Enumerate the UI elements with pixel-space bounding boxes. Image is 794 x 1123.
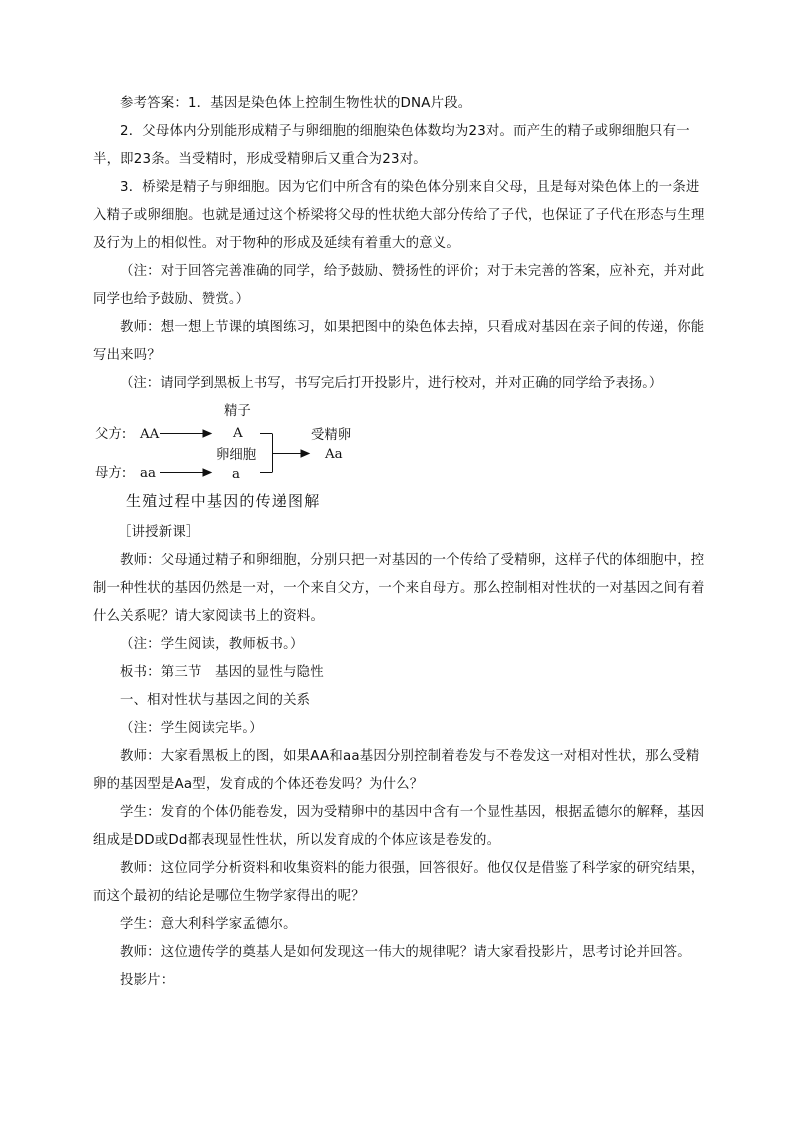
answer-heading: 参考答案：1．基因是染色体上控制生物性状的DNA片段。: [120, 96, 472, 111]
mother-gene: aa: [140, 466, 156, 481]
teacher-comment: 教师：这位同学分析资料和收集资料的能力很强，回答很好。他仅仅是借鉴了科学家的研究结果，而这个最初的结论是哪位生物学家得出的呢？: [93, 861, 705, 904]
zygote-label: 受精卵: [311, 428, 352, 443]
teacher-question-3: 教师：这位遗传学的奠基人是如何发现这一伟大的规律呢？请大家看投影片，思考讨论并回答。: [120, 945, 691, 960]
note-reading: （注：学生阅读，教师板书。）: [120, 637, 304, 652]
sperm-label: 精子: [224, 404, 251, 419]
zygote-gene: Aa: [325, 447, 343, 462]
father-label: 父方:: [95, 427, 127, 442]
egg-gene: a: [232, 467, 240, 482]
note-blackboard: （注：请同学到黑板上书写，书写完后打开投影片，进行校对，并对正确的同学给予表扬。）: [120, 376, 663, 391]
father-arrowhead: [203, 430, 211, 437]
student-answer-1: 学生：发育的个体仍能卷发，因为受精卵中的基因中含有一个显性基因，根据孟德尔的解释，基因组成是DD或Dd都表现显性性状，所以发育成的个体应该是卷发的。: [93, 805, 705, 848]
father-gene: AA: [140, 427, 160, 442]
diagram-arrows: [0, 395, 794, 515]
mother-label: 母方:: [95, 466, 127, 481]
mother-arrowhead: [203, 469, 211, 476]
section-heading-one: 一、相对性状与基因之间的关系: [120, 693, 311, 708]
note-praise: （注：对于回答完善准确的同学，给予鼓励、赞扬性的评价；对于未完善的答案，应补充，并对此同学也给予鼓励、赞赏。）: [93, 264, 705, 307]
egg-label: 卵细胞: [216, 448, 257, 463]
student-answer-2: 学生：意大利科学家孟德尔。: [120, 917, 297, 932]
board-title: 板书：第三节 基因的显性与隐性: [120, 665, 324, 680]
projection-label: 投影片：: [120, 973, 175, 988]
note-done-reading: （注：学生阅读完毕。）: [120, 721, 263, 736]
sperm-gene: A: [233, 426, 243, 441]
diagram-caption: 生殖过程中基因的传递图解: [126, 492, 321, 510]
teacher-question-2: 教师：大家看黑板上的图，如果AA和aa基因分别控制着卷发与不卷发这一对相对性状，那么受精卵的基因型是Aa型，发育成的个体还卷发吗？为什么？: [93, 749, 700, 792]
answer-2: 2．父母体内分别能形成精子与卵细胞的细胞染色体数均为23对。而产生的精子或卵细胞只有一半，即23条。当受精时，形成受精卵后又重合为23对。: [93, 124, 690, 167]
teacher-question: 教师：想一想上节课的填图练习，如果把图中的染色体去掉，只看成对基因在亲子间的传递，你能写出来吗？: [93, 320, 705, 363]
section-new-lesson: ［讲授新课］: [118, 525, 200, 540]
teacher-explanation: 教师：父母通过精子和卵细胞，分别只把一对基因的一个传给了受精卵，这样子代的体细胞中，控制一种性状的基因仍然是一对，一个来自父方，一个来自母方。那么控制相对性状的一对基因之间有着什么关系呢？请大家阅读书上的资料。: [93, 553, 705, 624]
zygote-arrowhead: [301, 450, 309, 457]
gene-transmission-diagram: [0, 395, 794, 515]
answer-3: 3．桥梁是精子与卵细胞。因为它们中所含有的染色体分别来自父母，且是每对染色体上的一条进入精子或卵细胞。也就是通过这个桥梁将父母的性状绝大部分传给了子代，也保证了子代在形态与生理及行为上的相似性。对于物种的形成及延续有着重大的意义。: [93, 180, 705, 251]
